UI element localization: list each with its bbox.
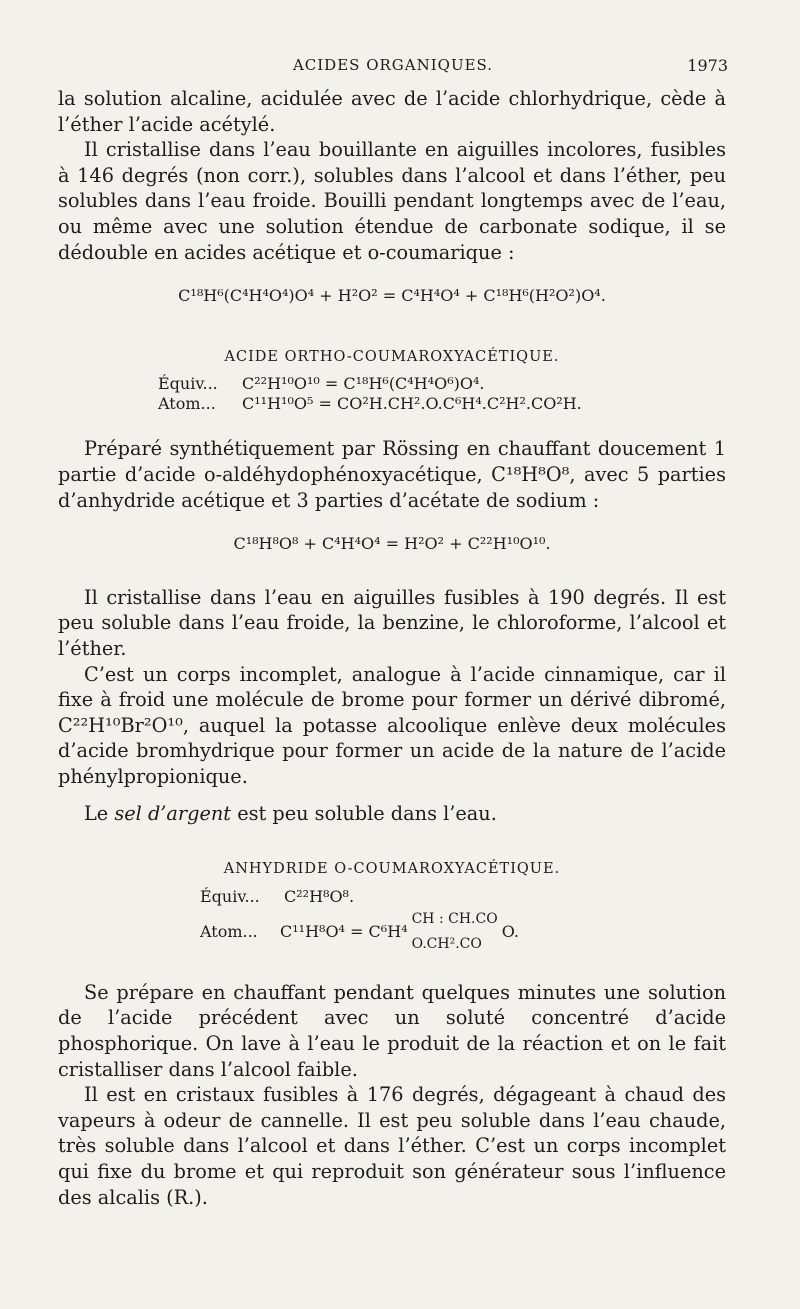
- section-heading: ACIDE ORTHO-COUMAROXYACÉTIQUE.: [224, 348, 560, 365]
- formula-label: Atom...: [200, 922, 258, 942]
- paragraph: [58, 801, 726, 827]
- text: Le: [84, 802, 115, 826]
- branch-line: CH : CH.CO: [411, 910, 498, 927]
- formula-value: O.: [501, 922, 519, 942]
- equation: C¹⁸H⁶(C⁴H⁴O⁴)O⁴ + H²O² = C⁴H⁴O⁴ + C¹⁸H⁶(H²O²)O⁴.: [178, 286, 606, 306]
- formula-label: Atom...: [158, 394, 216, 414]
- page-body: [58, 86, 726, 1210]
- paragraph: Se prépare en chauffant pendant quelques minutes une solution de l’acide précédent avec un soluté concentré d’acide phosphorique. On lave à l’eau le produit de la réaction et on le fait cristalliser dans l’alcool faible.: [58, 980, 726, 1081]
- paragraph: C’est un corps incomplet, analogue à l’acide cinnamique, car il fixe à froid une molécule de brome pour former un dérivé dibromé, C²²H¹⁰Br²O¹⁰, auquel la potasse alcoolique enlève deux molécules d’acide bromhydrique pour former un acide de la nature de l’acide phénylpropionique.: [58, 662, 726, 788]
- paragraph: Il cristallise dans l’eau bouillante en aiguilles incolores, fusibles à 146 degrés (non corr.), solubles dans l’alcool et dans l’éther, peu solubles dans l’eau froide. Bouilli pendant longtemps avec de l’eau, ou même avec une solution étendue de carbonate sodique, il se dédouble en acides acétique et o-coumarique :: [58, 138, 726, 264]
- branch-line: O.CH².CO: [411, 936, 482, 953]
- paragraph: la solution alcaline, acidulée avec de l’acide chlorhydrique, cède à l’éther l’acide acétylé.: [58, 87, 726, 136]
- running-title: ACIDES ORGANIQUES.: [292, 56, 494, 74]
- formula-value: C²²H⁸O⁸.: [284, 886, 355, 906]
- formula-block: [158, 374, 726, 414]
- formula-block: [200, 887, 726, 907]
- section-heading: ANHYDRIDE O-COUMAROXYACÉTIQUE.: [223, 861, 561, 878]
- formula-label: Équiv...: [158, 374, 218, 394]
- equation: C¹⁸H⁸O⁸ + C⁴H⁴O⁴ = H²O² + C²²H¹⁰O¹⁰.: [233, 534, 551, 554]
- paragraph: Il cristallise dans l’eau en aiguilles fusibles à 190 degrés. Il est peu soluble dans l’eau froide, la benzine, le chloroforme, l’alcool et l’éther.: [58, 585, 726, 660]
- paragraph: Il est en cristaux fusibles à 176 degrés, dégageant à chaud des vapeurs à odeur de cannelle. Il est peu soluble dans l’eau chaude, très soluble dans l’alcool et dans l’éther. C’est un corps incomplet qui fixe du brome et qui reproduit son générateur sous l’influence des alcalis (R.).: [58, 1083, 726, 1209]
- running-header: [58, 56, 728, 80]
- paragraph: Préparé synthétiquement par Rössing en chauffant doucement 1 partie d’acide o-aldéhydophénoxyacétique, C¹⁸H⁸O⁸, avec 5 parties d’anhydride acétique et 3 parties d’acétate de sodium :: [58, 437, 726, 512]
- formula-branches: [412, 907, 498, 958]
- italic-term: sel d’argent: [114, 802, 232, 826]
- text: est peu soluble dans l’eau.: [231, 802, 497, 826]
- formula-value: C²²H¹⁰O¹⁰ = C¹⁸H⁶(C⁴H⁴O⁶)O⁴.: [242, 374, 485, 394]
- formula-value: C¹¹H¹⁰O⁵ = CO²H.CH².O.C⁶H⁴.C²H².CO²H.: [242, 394, 582, 414]
- page-number: 1973: [687, 56, 728, 75]
- formula-value: C¹¹H⁸O⁴ = C⁶H⁴: [280, 922, 408, 942]
- formula-label: Équiv...: [200, 886, 260, 906]
- structural-formula: [200, 907, 726, 958]
